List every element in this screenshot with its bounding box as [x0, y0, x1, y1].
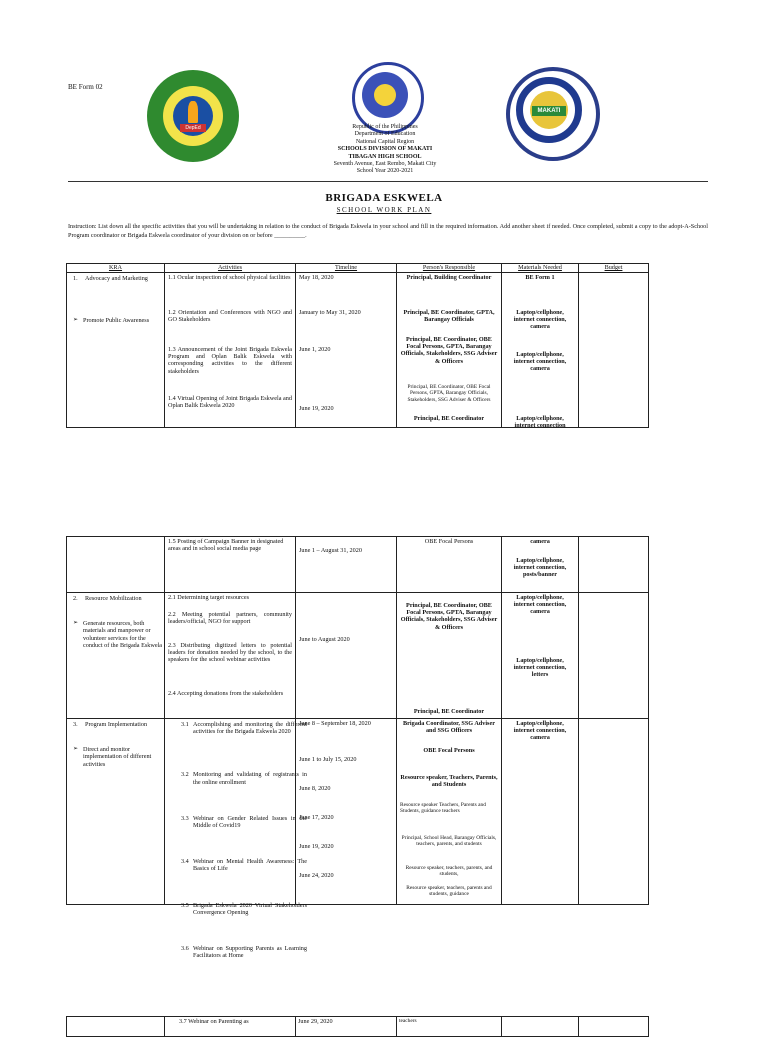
materials-cell — [502, 537, 579, 593]
column-header: Activities — [165, 264, 296, 273]
materials-cell — [502, 1017, 579, 1037]
activities-cell: 3.1 Accomplishing and monitoring the different activities for the Brigada Eskwela 2020 3.2 Monitoring and validating of registrants in the online enrollment 3.3 Webinar on Gender Related Issues in the Middle of Covid19 3.4 Webinar on Mental Health Awareness: The Basics of Life 3.5 Brigada Eskwela 2020 Virtual Stakeholders Convergence Opening 3.6 Webinar on Supporting Parents as Learning Facilitators at Home — [165, 719, 296, 905]
activity-item: 2.4 Accepting donations from the stakeholders — [168, 690, 284, 697]
column-header: Materials Needed — [502, 264, 579, 273]
budget-cell — [579, 273, 649, 428]
school-address: Seventh Avenue, East Rembo, Makati City — [333, 161, 437, 168]
document-title: BRIGADA ESKWELA — [325, 192, 443, 204]
letterhead-line: National Capital Region — [355, 138, 415, 145]
kra-cell — [67, 1017, 165, 1037]
person-item: Resource speaker, Teachers, Parents, and Students — [400, 774, 498, 789]
timeline-item: June 1 to July 15, 2020 — [299, 756, 357, 763]
person-item: Resource speaker, teachers, parents and students, guidance — [406, 885, 492, 898]
ncr-seal-logo: MAKATI — [506, 67, 600, 161]
table-row — [67, 593, 649, 719]
timeline-item: June 24, 2020 — [299, 872, 334, 879]
activity-item: 2.3 Distributing digitized letters to potential leaders for donation needed by the school, to the speakers for the school webinar activities — [168, 642, 292, 664]
work-plan-table-page3 — [66, 1016, 649, 1037]
timeline-item: June to August 2020 — [299, 636, 350, 643]
work-plan-table — [66, 263, 649, 428]
activity-item: 1.5 Posting of Campaign Banner in designated areas and in school social media page — [168, 538, 284, 553]
person-cell — [397, 719, 502, 905]
materials-cell — [502, 593, 579, 719]
table-row — [67, 1017, 649, 1037]
form-number: BE Form 02 — [68, 83, 103, 91]
person-item: Principal, School Head, Barangay Officials, teachers, parents, and students — [401, 835, 497, 848]
activity-item: 2.1 Determining target resources — [168, 594, 249, 601]
person-item: OBE Focal Persons — [423, 747, 475, 754]
kra-title: Program Implementation — [85, 721, 148, 728]
header-divider — [68, 181, 708, 182]
activity-item: Monitoring and validating of registrants in the online enrollment — [193, 771, 307, 786]
column-header: Timeline — [296, 264, 397, 273]
person-item: Principal, BE Coordinator, OBE Focal Persons, GPTA, Barangay Officials, Stakeholders, SSG Adviser & Officers — [400, 336, 498, 365]
materials-item: Laptop/cellphone, internet connection, camera — [513, 720, 567, 742]
kra-objective: ➢ Promote Public Awareness — [73, 317, 166, 324]
kra-cell: 3. Program Implementation ➢ Direct and monitor implementation of different activities — [67, 719, 165, 905]
activity-item: 3.7 Webinar on Parenting as — [165, 1017, 296, 1037]
timeline-item: June 8 – September 18, 2020 — [299, 720, 371, 727]
timeline-item: June 1 – August 31, 2020 — [299, 547, 362, 554]
activity-item: 1.3 Announcement of the Joint Brigada Eskwela Program and Oplan Balik Eskwela with corresponding activities to the different stakeholders — [168, 346, 292, 375]
column-header: Budget — [579, 264, 649, 273]
timeline-cell — [296, 537, 397, 593]
person-item: Principal, Building Coordinator — [406, 274, 492, 281]
person-item: Resource speaker Teachers, Parents and Students, guidance teachers — [400, 802, 486, 815]
materials-item: Laptop/cellphone, internet connection, camera — [513, 594, 567, 616]
table-row — [67, 719, 649, 905]
column-header: KRA — [67, 264, 165, 273]
timeline-cell — [296, 273, 397, 428]
activities-cell — [165, 537, 296, 593]
letterhead — [300, 124, 470, 176]
activity-item: 1.2 Orientation and Conferences with NGO and GO Stakeholders — [168, 309, 292, 324]
person-cell — [397, 537, 502, 593]
kra-title: Advocacy and Marketing — [85, 275, 148, 282]
school-year: School Year 2020-2021 — [356, 168, 414, 175]
timeline-item: June 8, 2020 — [299, 785, 331, 792]
budget-cell — [579, 537, 649, 593]
timeline-cell — [296, 593, 397, 719]
work-plan-table-continued — [66, 536, 649, 960]
kra-cell: 1. Advocacy and Marketing ➢ Promote Public Awareness — [67, 273, 165, 428]
activity-item: Accomplishing and monitoring the different activities for the Brigada Eskwela 2020 — [193, 721, 307, 736]
person-item: Brigada Coordinator, SSG Adviser and SSG Officers — [403, 720, 495, 735]
letterhead-line: Republic of the Philippines — [352, 124, 418, 130]
materials-item: Laptop/cellphone, internet connection, posts/banner — [513, 557, 567, 579]
activity-item: 2.2 Meeting potential partners, community leaders/official, NGO for support — [168, 611, 292, 626]
person-item: Principal, BE Coordinator, OBE Focal Persons, GPTA, Barangay Officials, Stakeholders, SSG Adviser & Officers — [400, 602, 498, 631]
person-item: OBE Focal Persons — [424, 538, 474, 545]
person-item: Principal, BE Coordinator, OBE Focal Persons, GPTA, Barangay Officials, Stakeholders, SSG Adviser & Officers — [407, 384, 491, 403]
budget-cell — [579, 1017, 649, 1037]
activity-item: Brigada Eskwela 2020 Virtual Stakeholders Convergence Opening — [193, 901, 307, 916]
school-seal-logo: DepEd — [147, 70, 239, 162]
timeline-item: June 19, 2020 — [299, 405, 334, 412]
activities-cell — [165, 593, 296, 719]
kra-objective: ➢ Direct and monitor implementation of different activities — [73, 746, 166, 768]
person-item: Principal, BE Coordinator — [413, 708, 485, 715]
budget-cell — [579, 719, 649, 905]
timeline-item: May 18, 2020 — [299, 274, 334, 281]
activity-item: Webinar on Mental Health Awareness: The Basics of Life — [193, 858, 307, 873]
materials-item: camera — [530, 538, 550, 545]
division-name: SCHOOLS DIVISION OF MAKATI — [337, 146, 433, 153]
materials-item: Laptop/cellphone, internet connection, camera — [513, 309, 567, 331]
activity-item: 1.1 Ocular inspection of school physical facilities — [168, 274, 291, 281]
materials-item: BE Form 1 — [525, 274, 555, 281]
person-cell — [397, 593, 502, 719]
timeline-item: January to May 31, 2020 — [299, 309, 361, 316]
budget-cell — [579, 593, 649, 719]
table-header-row — [67, 264, 649, 273]
school-name: TIBAGAN HIGH SCHOOL — [348, 153, 422, 160]
kra-cell — [67, 537, 165, 593]
activity-item: 1.4 Virtual Opening of Joint Brigada Eskwela and Oplan Balik Eskwela 2020 — [168, 395, 292, 410]
timeline-cell — [296, 719, 397, 905]
table-row — [67, 537, 649, 593]
person-item: teachers — [397, 1017, 502, 1037]
instruction-text: Instruction: List down all the specific activities that you will be undertaking in relation to the conduct of Brigada Eskwela in your school and fill in the required information. Add another sheet if needed. Once completed, submit a copy to the adopt-A-School Program coordinator or Brigada Eskwela coordinator of your division on or before __________. — [68, 223, 708, 239]
activities-cell — [165, 273, 296, 428]
person-item: Resource speaker, teachers, parents, and students, — [405, 865, 493, 878]
person-cell — [397, 273, 502, 428]
timeline-item: June 19, 2020 — [299, 843, 334, 850]
kra-title: Resource Mobilization — [85, 595, 142, 602]
timeline-item: June 29, 2020 — [296, 1017, 397, 1037]
timeline-item: June 17, 2020 — [299, 814, 334, 821]
activity-item: Webinar on Gender Related Issues in the Middle of Covid19 — [193, 814, 307, 830]
person-item: Principal, BE Coordinator — [413, 415, 485, 422]
timeline-item: June 1, 2020 — [299, 346, 331, 353]
materials-cell — [502, 273, 579, 428]
materials-item: Laptop/cellphone, internet connection — [514, 415, 566, 430]
document-subtitle: SCHOOL WORK PLAN — [336, 206, 432, 214]
materials-item: Laptop/cellphone, internet connection, camera — [513, 351, 567, 373]
materials-cell — [502, 719, 579, 905]
kra-cell: 2. Resource Mobilization ➢ Generate resources, both materials and manpower or volunteer services for the conduct of the Brigada Eskwela — [67, 593, 165, 719]
materials-item: Laptop/cellphone, internet connection, letters — [513, 657, 567, 679]
kra-objective: ➢ Generate resources, both materials and manpower or volunteer services for the conduct of the Brigada Eskwela — [73, 620, 166, 649]
column-header: Person's Responsible — [397, 264, 502, 273]
activity-item: Webinar on Supporting Parents as Learning Facilitators at Home — [193, 945, 307, 960]
table-row — [67, 273, 649, 428]
person-item: Principal, BE Coordinator, GPTA, Barangay Officials — [403, 309, 495, 324]
letterhead-line: Department of Education — [354, 131, 416, 138]
